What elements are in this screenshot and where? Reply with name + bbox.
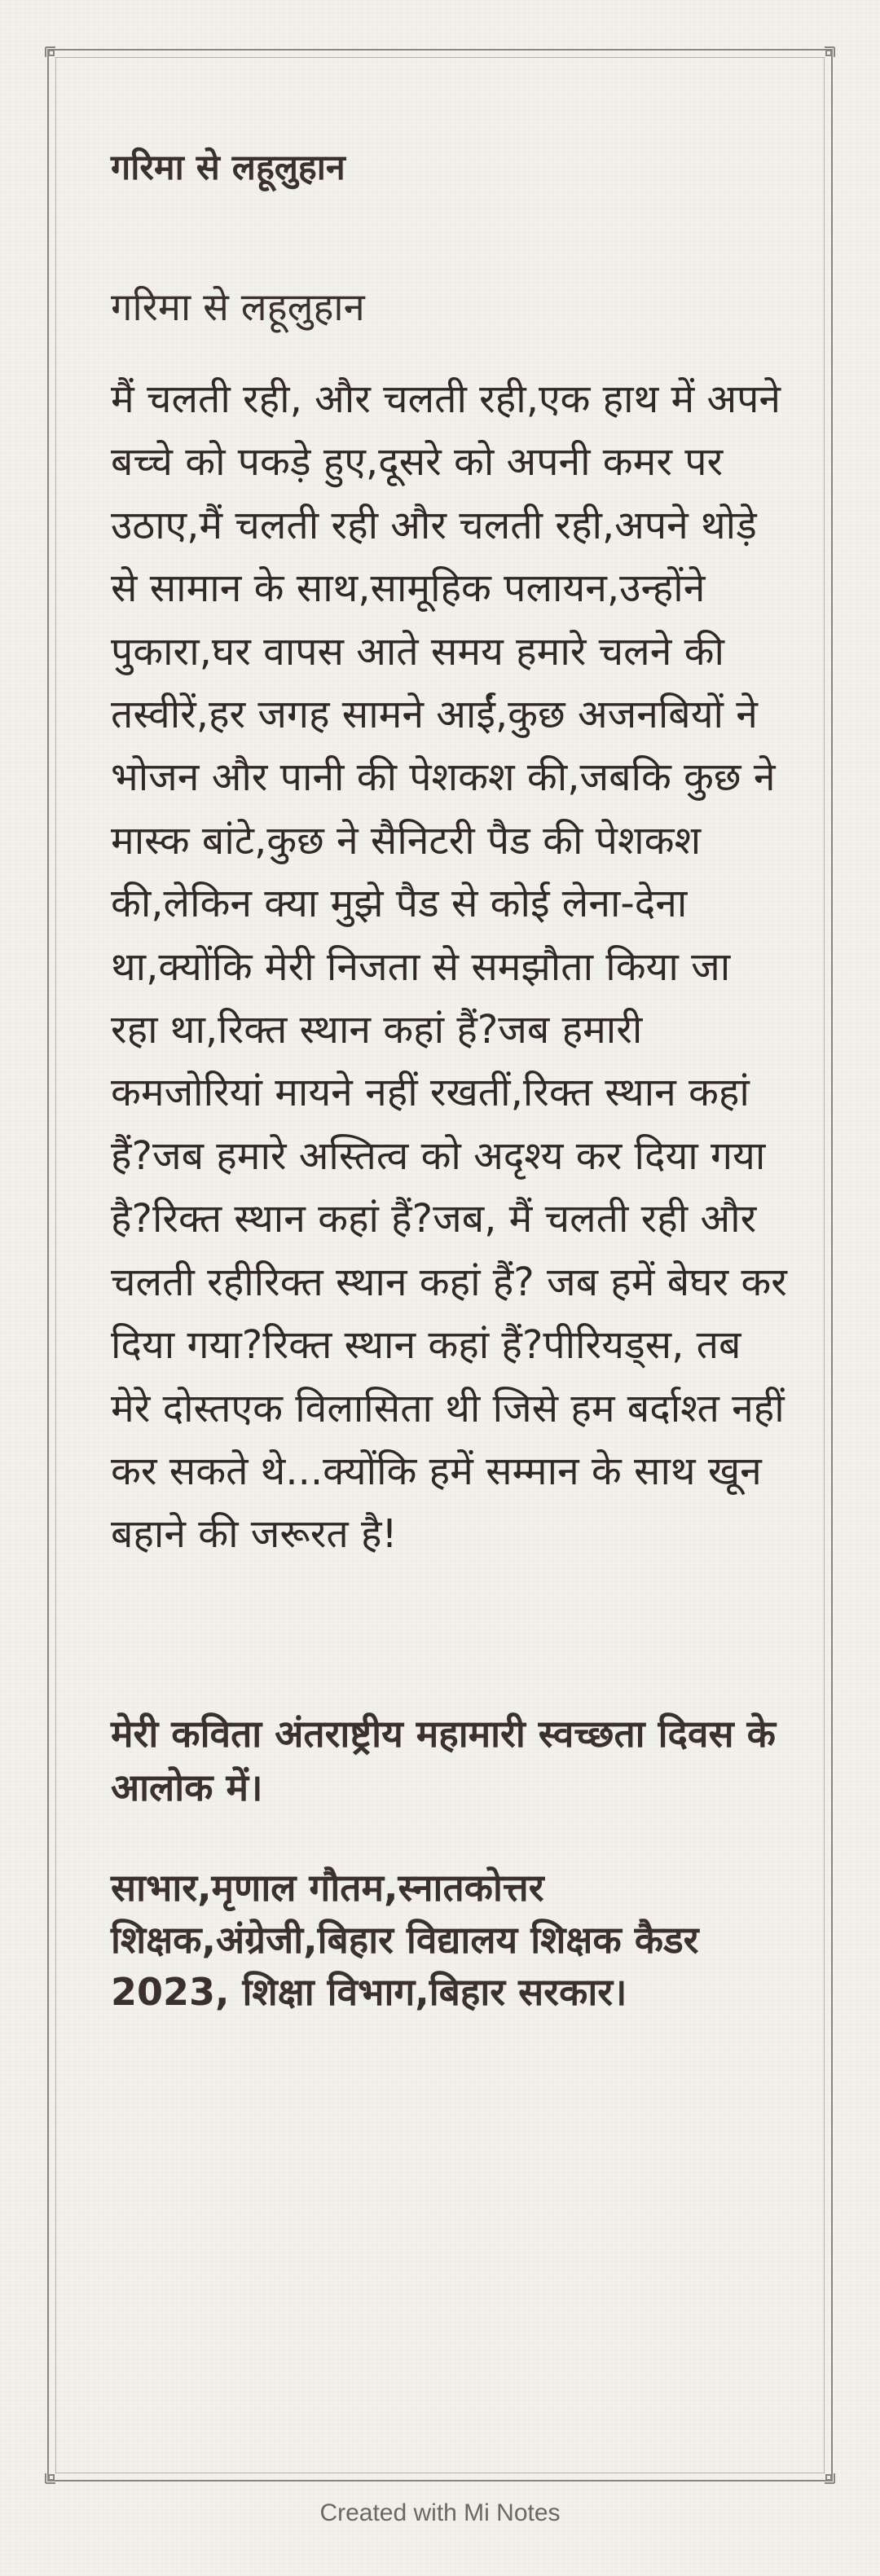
spacer [111,1814,787,1862]
poem-body: मैं चलती रही, और चलती रही,एक हाथ में अपने बच्चे को पकड़े हुए,दूसरे को अपनी कमर पर उठाए,मैं चलती रही और चलती रही,अपने थोड़े से सामान के साथ,सामूहिक पलायन,उन्होंने पुकारा,घर वापस आते समय हमारे चलने की तस्वीरें,हर जगह सामने आईं,कुछ अजनबियों ने भोजन और पानी की पेशकश की,जबकि कुछ ने मास्क बांटे,कुछ ने सैनिटरी पैड की पेशकश की,लेकिन क्या मुझे पैड से कोई लेना-देना था,क्योंकि मेरी निजता से समझौता किया जा रहा था,रिक्त स्थान कहां हैं?जब हमारी कमजोरियां मायने नहीं रखतीं,रिक्त स्थान कहां हैं?जब हमारे अस्तित्व को अदृश्य कर दिया गया है?रिक्त स्थान कहां हैं?जब, मैं चलती रही और चलती रहीरिक्त स्थान कहां हैं? जब हमें बेघर कर दिया गया?रिक्त स्थान कहां हैं?पीरियड्स, तब मेरे दोस्तएक विलासिता थी जिसे हम बर्दाश्त नहीं कर सकते थे...क्योंकि हमें सम्मान के साथ खून बहाने की जरूरत है! [111,376,787,1558]
note-title: गरिमा से लहूलुहान [111,147,345,188]
poem-footnote: मेरी कविता अंतराष्ट्रीय महामारी स्वच्छता दिवस के आलोक में। [111,1711,776,1809]
poem-heading: गरिमा से लहूलुहान [111,285,365,330]
corner-ornament-icon [44,2464,65,2485]
mi-notes-watermark: Created with Mi Notes [319,2499,561,2526]
author-credit: साभार,मृणाल गौतम,स्नातकोत्तर शिक्षक,अंग्रेजी,बिहार विद्यालय शिक्षक कैडर 2023, शिक्षा विभाग,बिहार सरकार। [111,1865,699,2014]
corner-ornament-icon [815,2464,836,2485]
corner-ornament-icon [44,46,65,67]
spacer [111,1567,787,1707]
note-content[interactable] [111,143,787,2018]
corner-ornament-icon [815,46,836,67]
